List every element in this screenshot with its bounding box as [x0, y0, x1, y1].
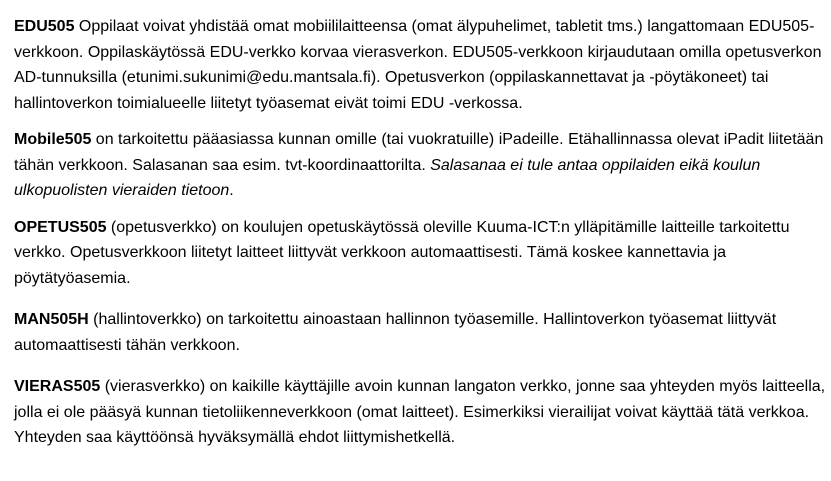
document-body [14, 14, 826, 462]
paragraph-opetus505 [14, 215, 826, 292]
network-name-man505h: MAN505H [14, 311, 89, 328]
network-name-edu505: EDU505 [14, 18, 75, 35]
paragraph-man505h [14, 307, 826, 358]
network-name-mobile505: Mobile505 [14, 131, 92, 148]
paragraph-text: (vierasverkko) on kaikille käyttäjille avoin kunnan langaton verkko, jonne saa yhteyden myös laitteella, jolla ei ole pääsyä kunnan tietoliikenneverkkoon (omat laitteet). Esimerkiksi vierailijat voivat käyttää tätä verkkoa. Yhteyden saa käyttöönsä hyväksymällä ehdot liittymishetkellä. [14, 378, 826, 446]
network-name-opetus505: OPETUS505 [14, 218, 107, 236]
paragraph-mobile505 [14, 127, 826, 204]
paragraph-end: . [229, 182, 234, 199]
paragraph-text: (opetusverkko) on koulujen opetuskäytössä oleville Kuuma-ICT:n ylläpitämille laitteille tarkoitettu verkko. Opetusverkkoon liitetyt laitteet liittyvät verkkoon automaattisesti. Tämä koskee kannettavia ja pöytätyöasemia. [14, 218, 790, 287]
paragraph-text: (hallintoverkko) on tarkoitettu ainoastaan hallinnon työasemille. Hallintoverkon työasemat liittyvät automaattisesti tähän verkkoon. [14, 311, 777, 354]
paragraph-text: Oppilaat voivat yhdistää omat mobiililaitteensa (omat älypuhelimet, tabletit tms.) langattomaan EDU505-verkkoon. Oppilaskäytössä EDU-verkko korvaa vierasverkon. EDU505-verkkoon kirjaudutaan omilla opetusverkon AD-tunnuksilla (etunimi.sukunimi@edu.mantsala.fi). Opetusverkon (oppilaskannettavat ja -pöytäkoneet) tai hallintoverkon toimialueelle liitetyt työasemat eivät toimi EDU -verkossa. [14, 18, 822, 112]
network-name-vieras505: VIERAS505 [14, 378, 101, 395]
paragraph-edu505 [14, 14, 826, 116]
paragraph-vieras505 [14, 374, 826, 451]
paragraph-italic-note: Salasanaa ei tule antaa oppilaiden eikä koulun ulkopuolisten vieraiden tietoon [14, 156, 761, 199]
paragraph-text: on tarkoitettu pääasiassa kunnan omille (tai vuokratuille) iPadeille. Etähallinnassa olevat iPadit liitetään tähän verkkoon. Salasanan saa esim. tvt-koordinaattorilta. [14, 131, 824, 174]
